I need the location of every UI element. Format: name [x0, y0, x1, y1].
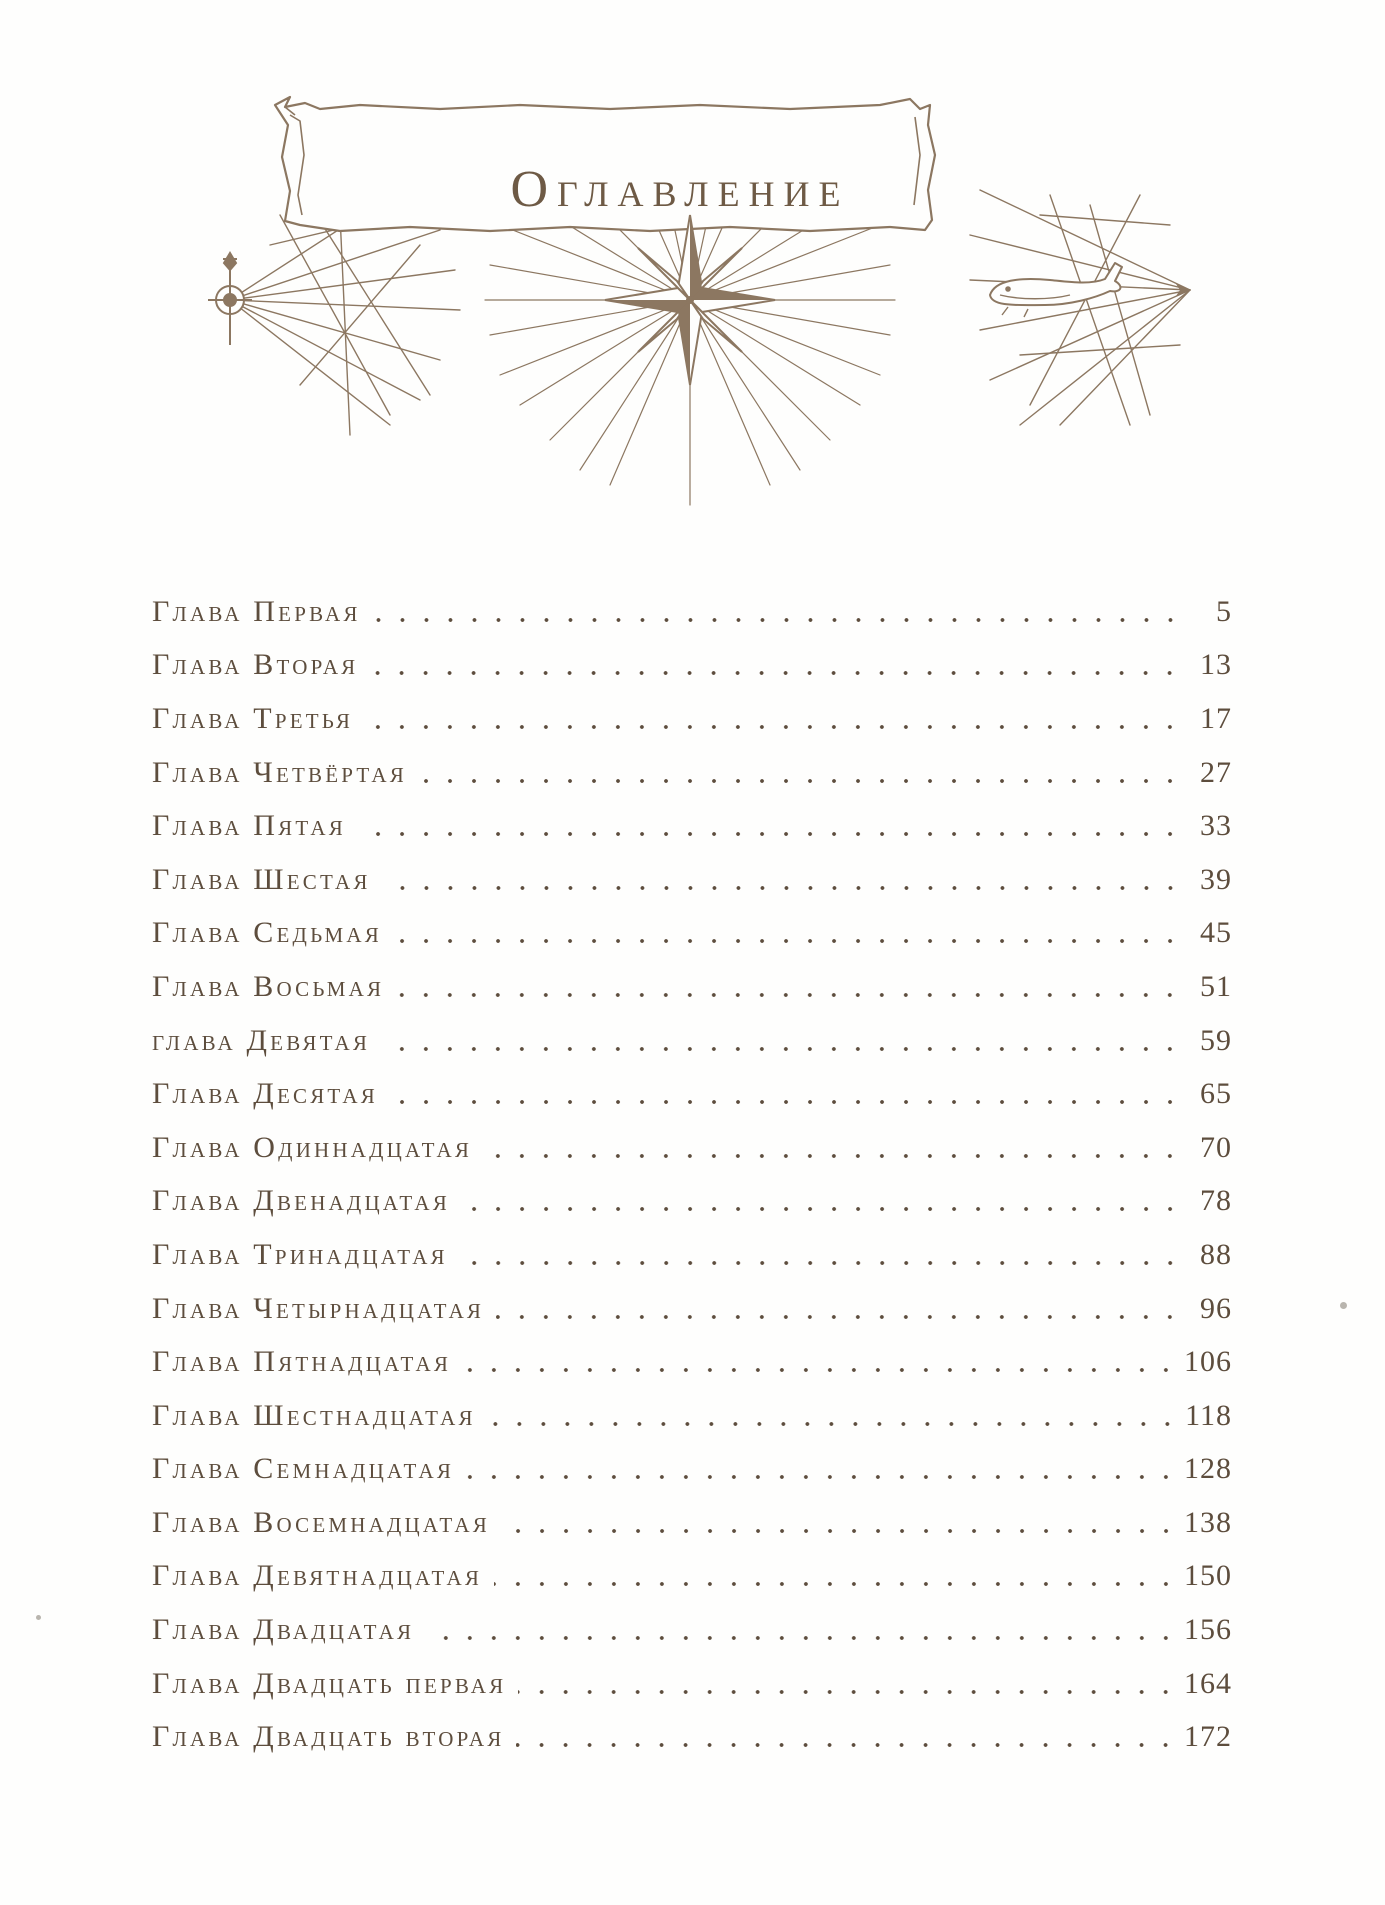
chapter-title: Глава Семнадцатая [152, 1452, 455, 1486]
toc-entry[interactable] [152, 1710, 1232, 1764]
chapter-title: Глава Одиннадцатая [152, 1130, 473, 1164]
toc-entry[interactable] [152, 853, 1232, 907]
chapter-title: Глава Восьмая [152, 969, 385, 1003]
chapter-title: Глава Шестая [152, 862, 371, 896]
dot-leader [390, 1100, 1182, 1104]
chapter-page-number: 5 [1216, 594, 1232, 628]
chapter-page-number: 39 [1200, 862, 1232, 896]
chapter-page-number: 128 [1184, 1452, 1232, 1486]
toc-entry[interactable] [152, 585, 1232, 639]
toc-entry[interactable] [152, 1603, 1232, 1657]
chapter-page-number: 70 [1200, 1130, 1232, 1164]
chapter-title: Глава Пятнадцатая [152, 1345, 452, 1379]
chapter-title: Глава Двенадцатая [152, 1184, 450, 1218]
toc-entry[interactable] [152, 1282, 1232, 1336]
chapter-page-number: 150 [1184, 1559, 1232, 1593]
toc-entry[interactable] [152, 1496, 1232, 1550]
chapter-title: глава Девятая [152, 1023, 371, 1057]
chapter-page-number: 13 [1200, 648, 1232, 682]
dot-leader [460, 1261, 1182, 1265]
chapter-page-number: 27 [1200, 755, 1232, 789]
chapter-title: Глава Вторая [152, 648, 359, 682]
dot-leader [396, 993, 1182, 997]
chapter-page-number: 88 [1200, 1237, 1232, 1271]
chapter-page-number: 96 [1200, 1291, 1232, 1325]
chapter-title: Глава Четвёртая [152, 755, 407, 789]
dot-leader [502, 1529, 1178, 1533]
chapter-page-number: 59 [1200, 1023, 1232, 1057]
dot-leader [370, 671, 1182, 675]
toc-entry[interactable] [152, 1550, 1232, 1604]
chapter-page-number: 65 [1200, 1077, 1232, 1111]
toc-entry[interactable] [152, 1443, 1232, 1497]
dot-leader [394, 939, 1182, 943]
chapter-page-number: 78 [1200, 1184, 1232, 1218]
dot-leader [419, 779, 1182, 783]
chapter-title: Глава Девятнадцатая [152, 1559, 483, 1593]
dot-leader [516, 1743, 1178, 1747]
chapter-title: Глава Третья [152, 701, 354, 735]
toc-entry[interactable] [152, 1067, 1232, 1121]
chapter-page-number: 138 [1184, 1505, 1232, 1539]
dot-leader [463, 1368, 1178, 1372]
dot-leader [494, 1582, 1178, 1586]
chapter-page-number: 156 [1184, 1613, 1232, 1647]
dot-leader [518, 1690, 1178, 1694]
chapter-title: Глава Первая [152, 594, 361, 628]
chapter-page-number: 45 [1200, 916, 1232, 950]
chapter-page-number: 33 [1200, 809, 1232, 843]
toc-entry[interactable] [152, 907, 1232, 961]
toc-entry[interactable] [152, 1175, 1232, 1229]
toc-entry[interactable] [152, 692, 1232, 746]
toc-entry[interactable] [152, 799, 1232, 853]
chapter-page-number: 106 [1184, 1345, 1232, 1379]
chapter-page-number: 118 [1185, 1398, 1232, 1432]
chapter-title: Глава Восемнадцатая [152, 1505, 490, 1539]
chapter-title: Глава Двадцатая [152, 1613, 415, 1647]
dot-leader [358, 832, 1182, 836]
dot-leader [365, 725, 1182, 729]
paper-speck [36, 1615, 41, 1620]
table-of-contents [152, 585, 1232, 1764]
dot-leader [488, 1422, 1179, 1426]
chapter-page-number: 172 [1184, 1720, 1232, 1754]
chapter-title: Глава Шестнадцатая [152, 1398, 476, 1432]
toc-entry[interactable] [152, 1228, 1232, 1282]
dot-leader [373, 618, 1182, 622]
chapter-title: Глава Пятая [152, 809, 346, 843]
chapter-title: Глава Седьмая [152, 916, 382, 950]
chapter-title: Глава Тринадцатая [152, 1237, 448, 1271]
toc-entry[interactable] [152, 639, 1232, 693]
dot-leader [466, 1475, 1178, 1479]
dot-leader [462, 1207, 1182, 1211]
chapter-title: Глава Десятая [152, 1077, 378, 1111]
paper-speck [1340, 1302, 1347, 1309]
dot-leader [426, 1636, 1178, 1640]
toc-entry[interactable] [152, 1014, 1232, 1068]
chapter-page-number: 164 [1184, 1666, 1232, 1700]
dot-leader [383, 886, 1182, 890]
chapter-page-number: 17 [1200, 701, 1232, 735]
toc-entry[interactable] [152, 1657, 1232, 1711]
toc-entry[interactable] [152, 960, 1232, 1014]
chapter-title: Глава Четырнадцатая [152, 1291, 485, 1325]
toc-entry[interactable] [152, 746, 1232, 800]
toc-entry[interactable] [152, 1389, 1232, 1443]
dot-leader [382, 1047, 1182, 1051]
chapter-title: Глава Двадцать вторая [152, 1720, 505, 1754]
toc-entry[interactable] [152, 1121, 1232, 1175]
dot-leader [496, 1315, 1182, 1319]
page-title: Оглавление [510, 161, 850, 218]
toc-entry[interactable] [152, 1335, 1232, 1389]
chapter-title: Глава Двадцать первая [152, 1666, 507, 1700]
dot-leader [484, 1154, 1182, 1158]
chapter-page-number: 51 [1200, 969, 1232, 1003]
